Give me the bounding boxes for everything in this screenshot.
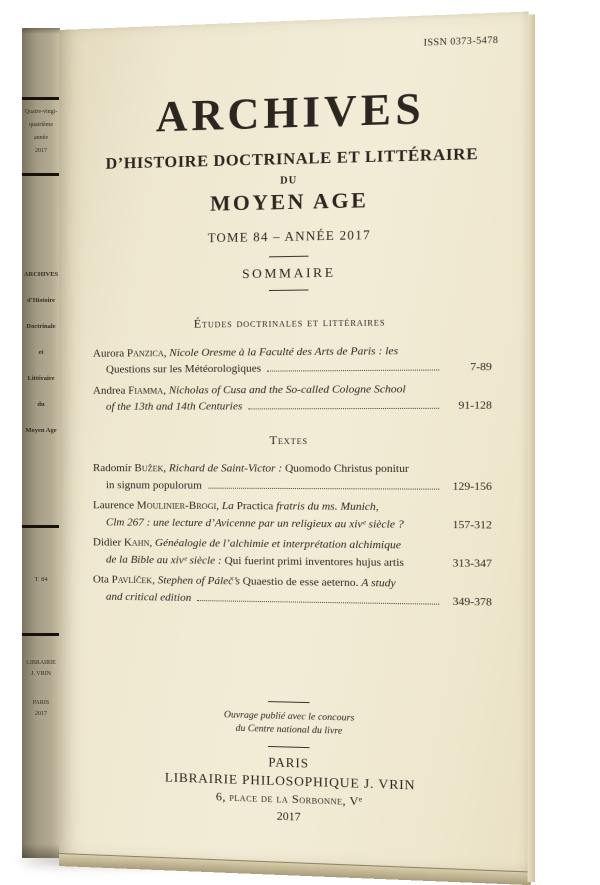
publisher-name: LIBRAIRIE PHILOSOPHIQUE J. VRIN bbox=[59, 766, 529, 797]
spine-title-line: Littéraire bbox=[22, 366, 60, 392]
toc-text-segment: Clm 267 : une lecture d’Avicenne par un religieux au xivᵉ siècle ? bbox=[106, 516, 404, 530]
divider-rule bbox=[268, 701, 310, 703]
toc-text-segment: , bbox=[163, 462, 169, 474]
toc-page-range: 157-312 bbox=[447, 516, 492, 533]
spine-publisher-block bbox=[22, 658, 60, 680]
toc-text-segment: Pavlíček bbox=[112, 574, 153, 587]
spine-year-line: quatrième bbox=[22, 119, 60, 132]
spine-city-line: PARIS bbox=[22, 698, 60, 709]
toc-text-segment: in signum populorum bbox=[106, 479, 202, 491]
page-block-fore-edge bbox=[528, 14, 536, 882]
toc-line-text bbox=[93, 460, 409, 478]
spine-title-line: du bbox=[22, 392, 60, 418]
cover-bottom-block bbox=[59, 696, 529, 832]
toc-entry bbox=[93, 534, 492, 572]
toc-section-heading: Textes bbox=[93, 431, 492, 448]
spine-title-line: ARCHIVES bbox=[22, 262, 60, 288]
toc-text-segment: Fiamma bbox=[128, 384, 163, 396]
toc-text-segment: , bbox=[149, 537, 155, 549]
toc-page-range: 349-378 bbox=[447, 593, 492, 611]
divider-rule bbox=[269, 289, 308, 291]
spine-title-line: Doctrinale bbox=[22, 314, 60, 340]
toc bbox=[93, 312, 492, 615]
toc-line-text bbox=[106, 360, 261, 378]
spine-year-line: année bbox=[22, 132, 60, 145]
toc-text-segment: Quomodo Christus ponitur bbox=[282, 462, 409, 475]
spine-year-line: Quatre-vingt- bbox=[22, 106, 60, 119]
toc-line-text bbox=[106, 477, 202, 494]
toc-text-segment: , bbox=[164, 347, 170, 359]
toc-text-segment: Andrea bbox=[93, 384, 128, 396]
toc-text-segment: Ota bbox=[93, 573, 112, 585]
toc-text-segment: Kahn bbox=[124, 537, 150, 549]
book-front-cover bbox=[59, 12, 529, 873]
spine-bar bbox=[22, 97, 60, 100]
toc-text-segment: Généalogie de l’alchimie et interprétation alchimique bbox=[155, 537, 401, 552]
funding-note-line: du Centre national du livre bbox=[59, 718, 529, 744]
toc-text-segment: Panzica bbox=[127, 347, 164, 359]
spine-year-line: 2017 bbox=[22, 145, 60, 158]
toc-entry bbox=[93, 342, 492, 379]
toc-line bbox=[93, 477, 492, 495]
toc-text-segment: of the 13th and 14th Centuries bbox=[106, 400, 242, 413]
spine-tome: T. 84 bbox=[22, 576, 60, 583]
toc-line bbox=[93, 551, 492, 572]
toc-line-text bbox=[93, 381, 406, 399]
dotted-leader bbox=[267, 369, 439, 371]
toc-text-segment: , bbox=[152, 574, 158, 586]
toc-entry bbox=[93, 571, 492, 610]
toc-text-segment: Stephen of Páleč’s bbox=[158, 574, 243, 587]
journal-subtitle-line3: MOYEN AGE bbox=[59, 184, 529, 220]
toc-text-segment: Quaestio de esse aeterno. bbox=[243, 575, 362, 589]
toc-line-text bbox=[106, 588, 191, 606]
spine-bar bbox=[22, 173, 60, 176]
book-spine bbox=[22, 28, 60, 858]
toc-section-heading: Études doctrinales et littéraires bbox=[93, 312, 492, 333]
toc-text-segment: and critical edition bbox=[106, 590, 191, 603]
toc-page-range: 313-347 bbox=[447, 555, 492, 573]
toc-entry bbox=[93, 380, 492, 415]
toc-line-text bbox=[106, 514, 404, 533]
spine-city-block bbox=[22, 698, 60, 720]
toc-line bbox=[93, 380, 492, 399]
toc-page-range: 129-156 bbox=[447, 478, 492, 495]
spine-bar bbox=[22, 525, 60, 528]
toc-text-segment: A study bbox=[361, 577, 395, 590]
publisher-address: 6, place de la Sorbonne, Vᵉ bbox=[59, 784, 529, 815]
cover-content bbox=[59, 12, 529, 873]
toc-text-segment: Radomír bbox=[93, 462, 134, 474]
toc-line-text bbox=[93, 497, 379, 516]
spine-title-line: d’Histoire bbox=[22, 288, 60, 314]
publication-year: 2017 bbox=[59, 803, 529, 832]
toc-text-segment: Moulinier-Brogi bbox=[137, 499, 216, 512]
toc-text-segment: Questions sur les Météorologiques bbox=[106, 362, 261, 375]
sommaire-heading: SOMMAIRE bbox=[59, 261, 529, 285]
toc-text-segment: Aurora bbox=[93, 347, 127, 359]
spine-publisher-line: J. VRIN bbox=[22, 669, 60, 680]
toc-line-text bbox=[106, 551, 404, 571]
funding-note bbox=[59, 705, 529, 744]
journal-subtitle-line1: D’HISTOIRE DOCTRINALE ET LITTÉRAIRE bbox=[59, 144, 529, 175]
journal-title: ARCHIVES bbox=[59, 80, 529, 145]
funding-note-line: Ouvrage publié avec le concours bbox=[59, 705, 529, 730]
toc-text-segment: Practica bbox=[237, 500, 276, 512]
toc-text-segment: Didier bbox=[93, 536, 124, 548]
toc-text-segment: fratris du ms. Munich, bbox=[276, 500, 379, 513]
spine-bar bbox=[22, 633, 60, 636]
toc-text-segment: La bbox=[222, 500, 237, 512]
toc-text-segment: , bbox=[216, 500, 222, 512]
tome-year-line: TOME 84 – ANNÉE 2017 bbox=[59, 225, 529, 249]
toc-text-segment: Nicholas of Cusa and the So-called Cologne School bbox=[169, 383, 406, 396]
spine-title-line: Moyen Age bbox=[22, 418, 60, 444]
toc-entry bbox=[93, 460, 492, 495]
toc-text-segment: Richard de Saint-Victor : bbox=[169, 462, 282, 474]
journal-subtitle-line2: DU bbox=[59, 169, 529, 192]
toc-line-text bbox=[93, 342, 398, 361]
toc-text-segment: Qui fuerint primi inventores hujus artis bbox=[224, 554, 403, 568]
publisher-city: PARIS bbox=[59, 749, 529, 778]
spine-title-line: et bbox=[22, 340, 60, 366]
toc-text-segment: Nicole Oresme à la Faculté des Arts de Paris : les bbox=[169, 344, 398, 358]
spine-publisher-line: LIBRAIRIE bbox=[22, 658, 60, 669]
toc-entry bbox=[93, 497, 492, 533]
dotted-leader bbox=[197, 600, 439, 605]
toc-text-segment: de la Bible au xivᵉ siècle : bbox=[106, 553, 225, 566]
toc-line bbox=[93, 359, 492, 379]
toc-page-range: 7-89 bbox=[447, 359, 492, 376]
divider-rule bbox=[269, 256, 308, 258]
dotted-leader bbox=[248, 408, 439, 410]
spine-year-block bbox=[22, 106, 60, 158]
toc-line bbox=[93, 397, 492, 415]
spine-city-line: 2017 bbox=[22, 709, 60, 720]
toc-line bbox=[93, 514, 492, 534]
toc-line bbox=[93, 460, 492, 478]
spine-title-block bbox=[22, 262, 60, 444]
toc-text-segment: Laurence bbox=[93, 499, 137, 511]
toc-page-range: 91-128 bbox=[447, 397, 492, 414]
toc-text-segment: Bužek bbox=[134, 462, 163, 474]
dotted-leader bbox=[208, 487, 439, 489]
toc-line-text bbox=[106, 398, 242, 415]
divider-rule bbox=[268, 746, 310, 748]
issn-number: ISSN 0373-5478 bbox=[424, 36, 499, 49]
toc-text-segment: , bbox=[163, 384, 169, 396]
